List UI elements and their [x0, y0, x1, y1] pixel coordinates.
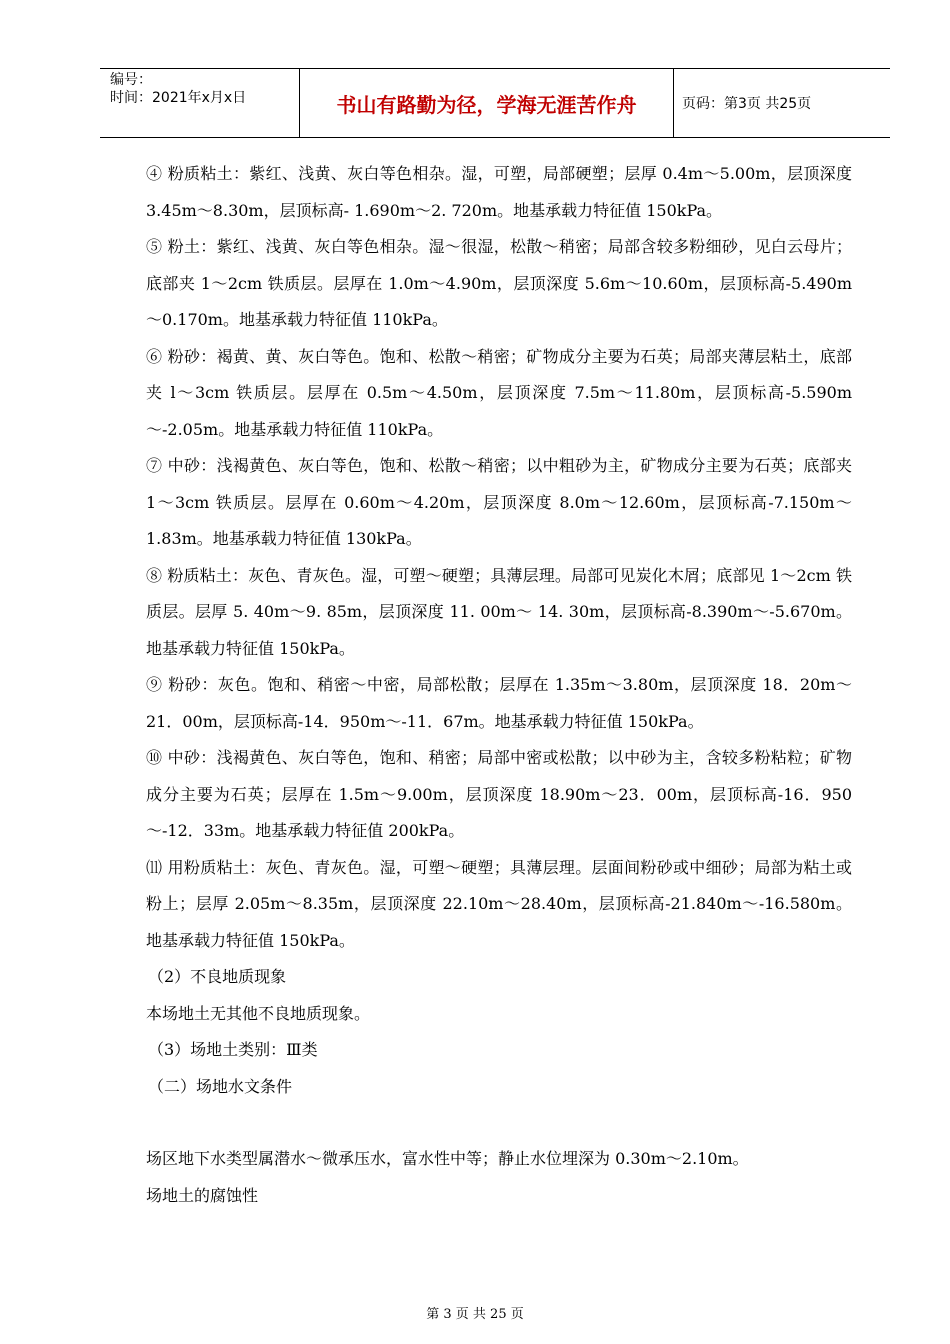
header-motto: 书山有路勤为径，学海无涯苦作舟: [300, 69, 674, 137]
header-page-info: 页码：第3页 共25页: [682, 96, 812, 112]
section-2-text: 本场地土无其他不良地质现象。: [146, 1003, 371, 1023]
layer-4-paragraph: ④ 粉质粘土：紫红、浅黄、灰白等色相杂。湿，可塑，局部硬塑；层厚 0.4m～5.00m，层顶深度 3.45m～8.30m，层顶标高- 1.690m～2. 720m。地基承载力特征值 150kPa。: [146, 164, 852, 220]
layer-7-paragraph: ⑦ 中砂：浅褐黄色、灰白等色，饱和、松散～稍密；以中粗砂为主，矿物成分主要为石英；底部夹 1～3cm 铁质层。层厚在 0.60m～4.20m，层顶深度 8.0m～12.60m，层顶标高-7.150m～1.83m。地基承载力特征值 130kPa。: [146, 456, 852, 548]
layer-5-paragraph: ⑤ 粉土：紫红、浅黄、灰白等色相杂。湿～很湿，松散～稍密；局部含较多粉细砂，见白云母片；底部夹 1～2cm 铁质层。层厚在 1.0m～4.90m，层顶深度 5.6m～10.60m，层顶标高-5.490m～0.170m。地基承载力特征值 110kPa。: [146, 237, 852, 329]
section-3-heading: （3）场地土类别：Ⅲ类: [148, 1040, 318, 1059]
document-time-label: 时间：2021年x月x日: [110, 90, 247, 106]
layer-8-paragraph: ⑧ 粉质粘土：灰色、青灰色。湿，可塑～硬塑；具薄层理。局部可见炭化木屑；底部见 1～2cm 铁质层。层厚 5. 40m～9. 85m，层顶深度 11. 00m～ 14. 30m，层顶标高-8.390m～-5.670m。地基承载力特征值 150kPa。: [146, 565, 852, 658]
layer-10-paragraph: ⑩ 中砂：浅褐黄色、灰白等色，饱和、稍密；局部中密或松散；以中砂为主，含较多粉粘粒；矿物成分主要为石英；层厚在 1.5m～9.00m，层顶深度 18.90m～23．00m，层顶标高-16．950～-12．33m。地基承载力特征值 200kPa。: [146, 748, 852, 840]
layer-6-paragraph: ⑥ 粉砂：褐黄、黄、灰白等色。饱和、松散～稍密；矿物成分主要为石英；局部夹薄层粘土，底部夹 l～3cm 铁质层。层厚在 0.5m～4.50m，层顶深度 7.5m～11.80m，层顶标高-5.590m～-2.05m。地基承载力特征值 110kPa。: [146, 346, 852, 439]
layer-11-paragraph: ⑾ 用粉质粘土：灰色、青灰色。湿，可塑～硬塑；具薄层理。层面间粉砂或中细砂；局部为粘土或粉上；层厚 2.05m～8.35m，层顶深度 22.10m～28.40m，层顶标高-21.840m～-16.580m。地基承载力特征值 150kPa。: [146, 857, 852, 950]
layer-9-paragraph: ⑨ 粉砂：灰色。饱和、稍密～中密，局部松散；层厚在 1.35m～3.80m，层顶深度 18．20m～21．00m，层顶标高-14．950m～-11．67m。地基承载力特征值 150kPa。: [146, 675, 852, 731]
hydro-section-heading: （二）场地水文条件: [148, 1076, 293, 1096]
document-number-label: 编号：: [110, 72, 152, 88]
page-header: [100, 68, 890, 138]
hydro-text: 场区地下水类型属潜水～微承压水，富水性中等；静止水位埋深为 0.30m～2.10m。: [146, 1149, 749, 1168]
page-footer: 第 3 页 共 25 页: [426, 1307, 524, 1322]
corrosion-heading: 场地土的腐蚀性: [146, 1185, 259, 1205]
header-meta: [100, 69, 300, 137]
document-body: [146, 156, 852, 1214]
section-2-heading: （2）不良地质现象: [148, 967, 287, 986]
